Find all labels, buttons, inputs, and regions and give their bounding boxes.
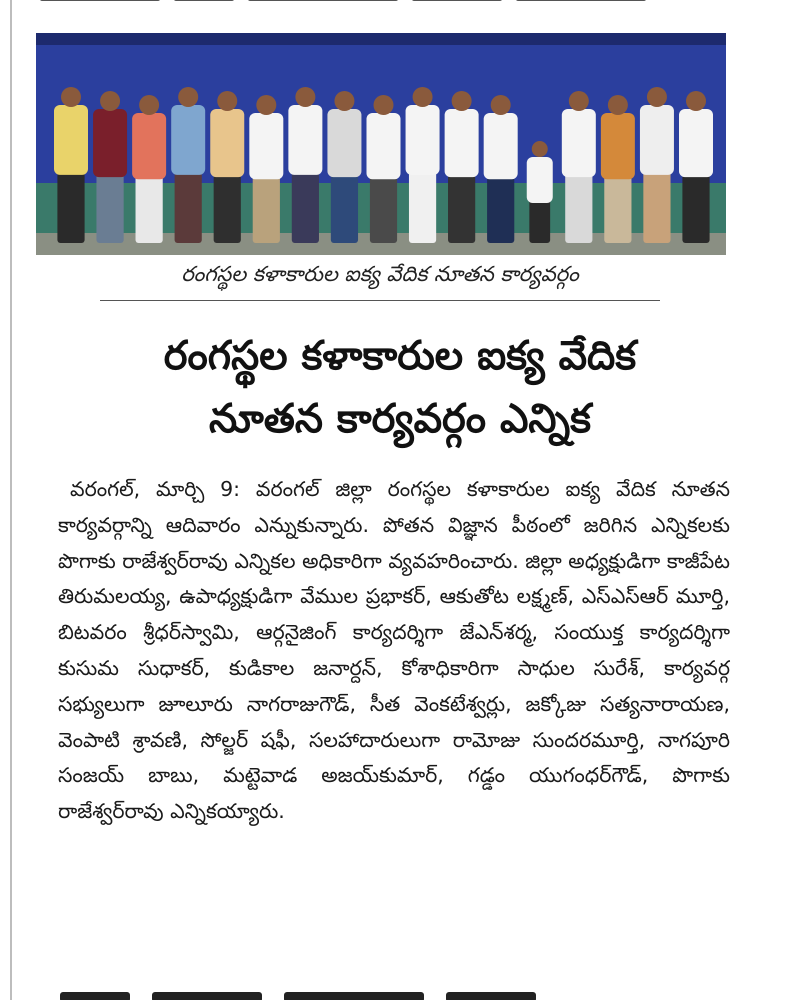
person-torso (367, 113, 401, 179)
person-legs (643, 170, 670, 243)
person-head (608, 95, 628, 115)
person-legs (409, 170, 436, 243)
photo-ceiling (36, 33, 726, 45)
person-legs (57, 170, 84, 243)
person-legs (136, 174, 163, 243)
person-head (178, 87, 198, 107)
person-legs (604, 174, 631, 243)
person-head (374, 95, 394, 115)
person-legs (487, 174, 514, 243)
person-torso (132, 113, 166, 179)
person-torso (406, 105, 440, 175)
person-head (491, 95, 511, 115)
person-torso (679, 109, 713, 177)
previous-article-cropped-text (40, 0, 680, 7)
headline-line-1: రంగస్థల కళాకారుల ఐక్య వేదిక (163, 333, 637, 379)
person-legs (253, 174, 280, 243)
person-head (452, 91, 472, 111)
person-legs (682, 172, 709, 243)
person-legs (96, 172, 123, 243)
person-torso (288, 105, 322, 175)
person-torso (93, 109, 127, 177)
person-legs (370, 174, 397, 243)
person-head (139, 95, 159, 115)
headline-line-2: నూతన కార్యవర్గం ఎన్నిక (208, 396, 592, 442)
person-head (569, 91, 589, 111)
person-head (334, 91, 354, 111)
person-torso (171, 105, 205, 175)
person-legs (331, 172, 358, 243)
person-head (532, 141, 548, 157)
person-legs (175, 170, 202, 243)
caption-underline (100, 300, 660, 301)
person-legs (448, 172, 475, 243)
person-torso (562, 109, 596, 177)
person-head (100, 91, 120, 111)
next-article-cropped-text (60, 992, 620, 1000)
person-torso (601, 113, 635, 179)
person-legs (292, 170, 319, 243)
group-photo (36, 33, 726, 255)
person-torso (54, 105, 88, 175)
group-photo-illustration (36, 33, 726, 255)
person-torso (210, 109, 244, 177)
person-head (61, 87, 81, 107)
person-torso (445, 109, 479, 177)
person-head (686, 91, 706, 111)
person-head (256, 95, 276, 115)
person-head (413, 87, 433, 107)
article-body: వరంగల్, మార్చి 9: వరంగల్ జిల్లా రంగస్థల కళాకారుల ఐక్య వేదిక నూతన కార్యవర్గాన్ని ఆదివారం ఎన్నుకున్నారు. పోతన విజ్ఞాన పీఠంలో జరిగిన ఎన్నికలకు పొగాకు రాజేశ్వర్‌రావు ఎన్నికల అధికారిగా వ్యవహరించారు. జిల్లా అధ్యక్షుడిగా కాజీపేట తిరుమలయ్య, ఉపాధ్యక్షుడిగా వేముల ప్రభాకర్, ఆకుతోట లక్ష్మణ్, ఎస్ఎస్ఆర్ మూర్తి, బిటవరం శ్రీధర్‌స్వామి, ఆర్గనైజింగ్ కార్యదర్శిగా జేఎన్‌శర్మ, సంయుక్త కార్యదర్శిగా కుసుమ సుధాకర్, కుడికాల జనార్దన్, కోశాధికారిగా సాధుల సురేశ్, కార్యవర్గ సభ్యులుగా జూలూరు నాగరాజుగౌడ్, సీత వెంకటేశ్వర్లు, జక్కోజు సత్యనారాయణ, వెంపాటి శ్రావణి, సోల్జర్ షఫీ, సలహాదారులుగా రామోజు సుందరమూర్తి, నాగపూరి సంజయ్ బాబు, మట్టెవాడ అజయ్‌కుమార్, గడ్డం యుగంధర్‌గౌడ్, పొగాకు రాజేశ్వర్‌రావు ఎన్నికయ్యారు. (58, 477, 730, 824)
person-torso (327, 109, 361, 177)
photo-caption: రంగస్థల కళాకారుల ఐక్య వేదిక నూతన కార్యవర్గం (181, 262, 579, 286)
person-legs (565, 172, 592, 243)
person-torso (249, 113, 283, 179)
person-torso (640, 105, 674, 175)
person-head (217, 91, 237, 111)
page-left-border (10, 0, 12, 1000)
person-head (295, 87, 315, 107)
person-torso (527, 157, 553, 203)
person-legs (214, 172, 241, 243)
person-head (647, 87, 667, 107)
person-torso (484, 113, 518, 179)
